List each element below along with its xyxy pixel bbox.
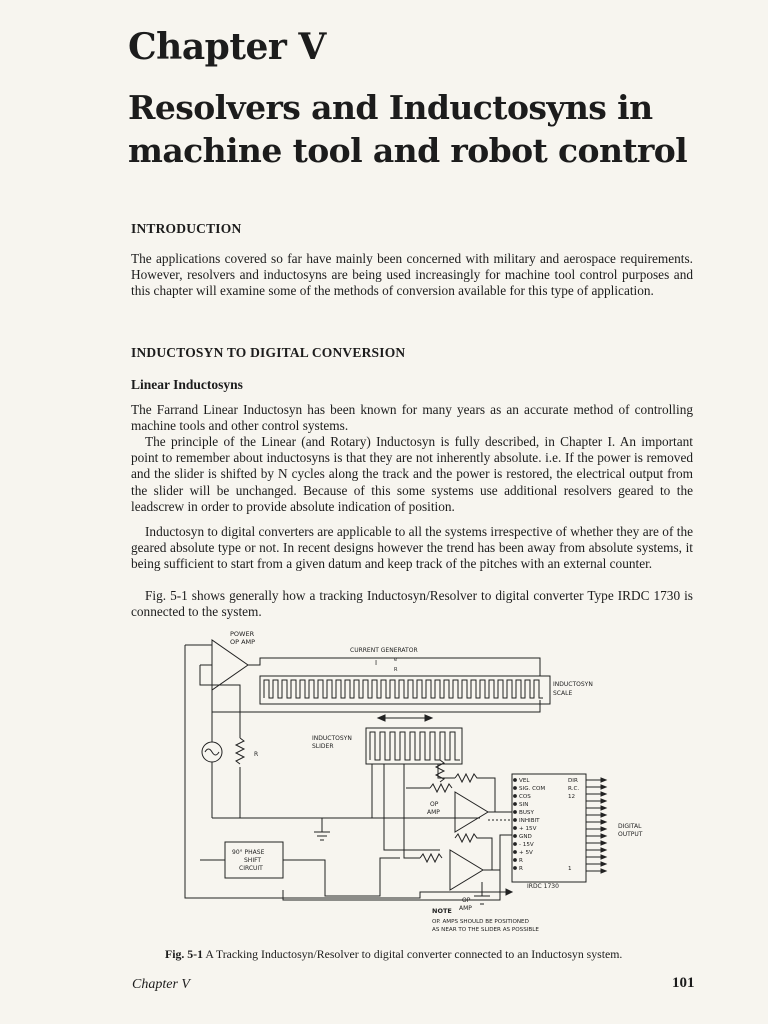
- chip-pin-dot: [514, 835, 517, 838]
- output-bit-arrow: [601, 841, 606, 845]
- lower-op-amp-symbol: [450, 850, 483, 890]
- ref-arrow: [506, 889, 512, 895]
- chip-pin-dot: [514, 851, 517, 854]
- chip-pin-dot: [514, 779, 517, 782]
- output-bit-arrow: [601, 799, 606, 803]
- subheading-linear-inductosyns: Linear Inductosyns: [131, 377, 243, 392]
- caption-figure-label: Fig. 5-1: [165, 947, 204, 961]
- wire-lower-feedback: [483, 838, 492, 870]
- upper-input-resistor: [430, 784, 452, 792]
- phase-shift-label-2: SHIFT: [244, 857, 262, 864]
- digital-output-bus: [586, 778, 606, 873]
- upper-feedback-resistor: [455, 774, 487, 782]
- upper-op-amp-symbol: [455, 792, 488, 832]
- chip-pin-dot: [514, 859, 517, 862]
- current-generator-label: CURRENT GENERATOR: [350, 647, 418, 654]
- upper-bias-resistor: [436, 760, 444, 782]
- page-number: 101: [672, 975, 695, 991]
- chip-pin-dot: [514, 795, 517, 798]
- output-bit-arrow: [601, 813, 606, 817]
- lower-op-amp-label-2: AMP: [459, 905, 472, 912]
- footer-chapter: Chapter V: [132, 977, 190, 992]
- output-bit-arrow: [601, 806, 606, 810]
- output-bit-arrow: [601, 792, 606, 796]
- note-line-1: OP. AMPS SHOULD BE POSITIONED: [432, 919, 529, 925]
- phase-shift-label-1: 90° PHASE: [232, 849, 265, 856]
- chip-pin-label: - 15V: [519, 842, 534, 848]
- source-resistor-label: R: [254, 751, 259, 758]
- scale-label-1: INDUCTOSYN: [553, 681, 593, 688]
- paragraph-3: Inductosyn to digital converters are applicable to all the systems irrespective of whether they are of the geared absolute type or not. In recent designs however the trend has been away from absolute systems, it being sufficient to start from a given datum and keep track of the pitches with an external counter.: [131, 524, 693, 572]
- wire-feedback: [200, 665, 240, 712]
- title-line-2: machine tool and robot control: [128, 131, 688, 170]
- arrow-left-head: [378, 715, 385, 721]
- section-heading-introduction: INTRODUCTION: [131, 221, 242, 236]
- chip-pin-label-right: R.C.: [568, 786, 580, 792]
- chip-pin-label: BUSY: [519, 810, 534, 816]
- output-bit-arrow: [601, 785, 606, 789]
- chip-pin-dot: [514, 787, 517, 790]
- ac-source-wave: [205, 749, 219, 755]
- chip-pin-label: VEL: [519, 778, 530, 784]
- paragraph-2: The principle of the Linear (and Rotary) Inductosyn is fully described, in Chapter I. An important point to remember about inductosyns is that they are not inherently absolute. i.e. If the power is removed and the slider is shifted by N cycles along the track and the power is restored, the electrical output from the slider will be unchanged. Because of this some systems use additional resolvers geared to the leadscrew in order to provide absolute indication of position.: [131, 434, 693, 514]
- output-bit-arrow: [601, 862, 606, 866]
- caption-text: A Tracking Inductosyn/Resolver to digital converter connected to an Inductosyn system.: [203, 947, 623, 961]
- chip-pin-label: INHIBIT: [519, 818, 540, 824]
- wire-slider-c: [404, 764, 420, 858]
- output-bit-arrow: [601, 827, 606, 831]
- chip-pin-label-right: 12: [568, 794, 576, 800]
- wire-reference: [283, 870, 500, 900]
- paragraph-1: The Farrand Linear Inductosyn has been known for many years as an accurate method of controlling machine tools and other control systems.: [131, 402, 693, 434]
- wire-left-rail: [185, 645, 200, 898]
- lower-input-resistor: [420, 854, 442, 862]
- power-op-amp-symbol: [212, 640, 248, 690]
- power-amp-label-2: OP AMP: [230, 638, 256, 646]
- digital-output-label-1: DIGITAL: [618, 823, 642, 830]
- chip-pin-label: R: [519, 866, 523, 872]
- irdc-label: IRDC 1730: [527, 883, 559, 890]
- chip-pin-label: COS: [519, 794, 531, 800]
- chip-pin-label: GND: [519, 834, 532, 840]
- chip-pin-dot: [514, 867, 517, 870]
- chip-pin-dot: [514, 827, 517, 830]
- chip-pin-dot: [514, 803, 517, 806]
- wire-lower-out: [483, 835, 512, 870]
- chip-pin-dot: [514, 811, 517, 814]
- chip-pin-dot: [514, 843, 517, 846]
- current-r-sub: R: [394, 667, 398, 673]
- wire-lower-to-phase: [325, 858, 400, 896]
- lower-op-amp-label-1: OP: [462, 897, 471, 904]
- chip-pin-label: R: [519, 858, 523, 864]
- chip-pins-right: [568, 778, 579, 872]
- chip-pin-label-right: DIR: [568, 778, 578, 784]
- chip-pin-label: + 15V: [519, 826, 537, 832]
- ground-symbol-1: [314, 832, 330, 840]
- output-bit-arrow: [601, 778, 606, 782]
- upper-op-amp-label-1: OP: [430, 801, 439, 808]
- source-resistor: [236, 738, 244, 764]
- figure-caption: [165, 947, 705, 962]
- current-i-label: I: [375, 659, 378, 667]
- current-e-mark: e: [394, 657, 398, 663]
- intro-paragraph: The applications covered so far have mainly been concerned with military and aerospace requirements. However, resolvers and inductosyns are being used increasingly for machine tool control purposes and this chapter will examine some of the methods of conversion available for this type of application.: [131, 251, 693, 299]
- slider-label-1: INDUCTOSYN: [312, 735, 352, 742]
- note-line-2: AS NEAR TO THE SLIDER AS POSSIBLE: [432, 927, 539, 933]
- output-bit-arrow: [601, 834, 606, 838]
- scale-winding: [264, 680, 543, 698]
- chip-pin-dot: [514, 819, 517, 822]
- slider-winding: [370, 732, 460, 760]
- title-line-1: Resolvers and Inductosyns in: [128, 88, 653, 127]
- digital-output-label-2: OUTPUT: [618, 831, 643, 838]
- chapter-label: Chapter V: [128, 26, 326, 68]
- wire-phase-out: [283, 860, 325, 880]
- upper-op-amp-label-2: AMP: [427, 809, 440, 816]
- output-bit-arrow: [601, 855, 606, 859]
- output-bit-arrow: [601, 848, 606, 852]
- wire-slider-d: [438, 764, 455, 778]
- chip-pin-label-right: 1: [568, 866, 572, 872]
- output-bit-arrow: [601, 820, 606, 824]
- chip-pin-label: SIG. COM: [519, 786, 546, 792]
- note-title: NOTE: [432, 907, 452, 915]
- paragraph-4: Fig. 5-1 shows generally how a tracking Inductosyn/Resolver to digital converter Type IRDC 1730 is connected to the system.: [131, 588, 693, 620]
- wire-upper-feedback: [485, 778, 495, 812]
- section-heading-conversion: INDUCTOSYN TO DIGITAL CONVERSION: [131, 345, 406, 360]
- scale-label-2: SCALE: [553, 690, 573, 697]
- output-bit-arrow: [601, 869, 606, 873]
- chip-pin-label: + 5V: [519, 850, 533, 856]
- phase-shift-label-3: CIRCUIT: [239, 865, 263, 872]
- lower-feedback-resistor: [455, 834, 487, 842]
- power-amp-label-1: POWER: [230, 630, 255, 638]
- chip-pin-label: SIN: [519, 802, 529, 808]
- wire-scale-return: [212, 690, 540, 712]
- chip-pins-left: [514, 778, 546, 872]
- arrow-right-head: [425, 715, 432, 721]
- slider-label-2: SLIDER: [312, 743, 334, 750]
